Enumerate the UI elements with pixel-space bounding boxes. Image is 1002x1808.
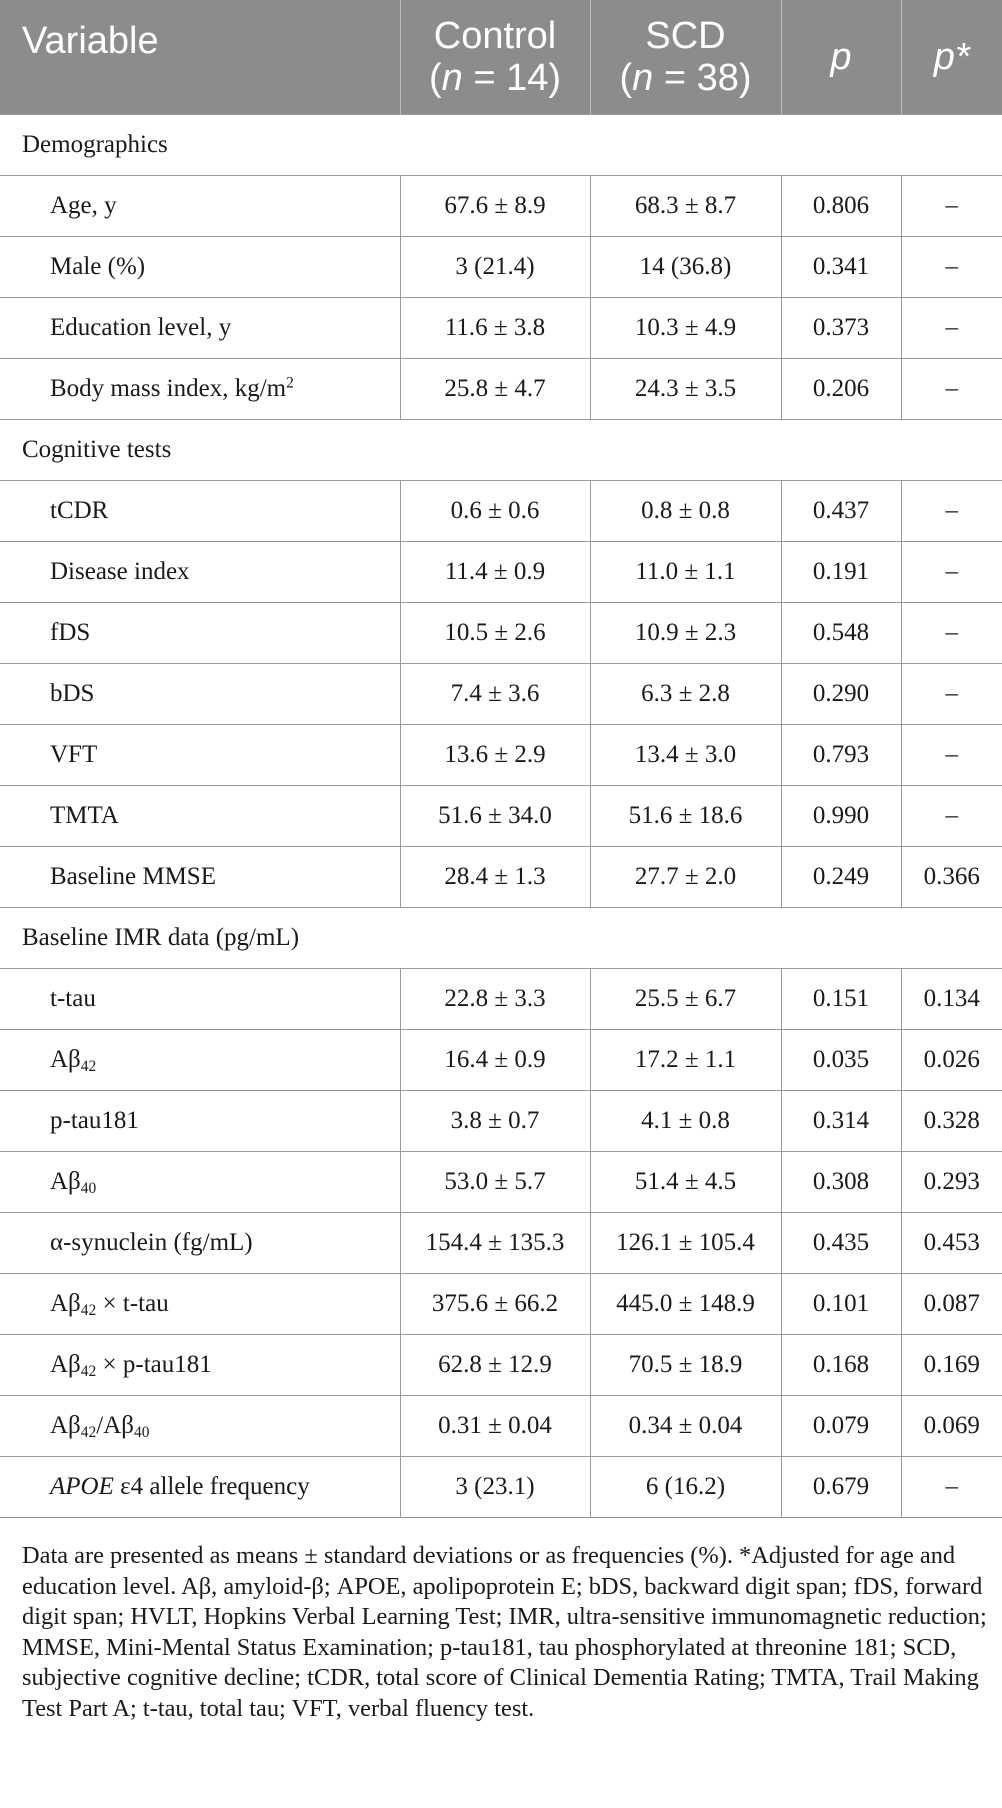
p-cell: 0.168 — [781, 1335, 901, 1396]
p-adjusted-cell: 0.087 — [901, 1274, 1002, 1335]
table-row — [0, 542, 1002, 603]
p-cell: 0.035 — [781, 1030, 901, 1091]
control-cell: 7.4 ± 3.6 — [400, 664, 590, 725]
control-cell: 3.8 ± 0.7 — [400, 1091, 590, 1152]
variable-cell — [0, 359, 400, 420]
p-cell: 0.373 — [781, 298, 901, 359]
scd-cell: 51.6 ± 18.6 — [590, 786, 781, 847]
p-cell: 0.314 — [781, 1091, 901, 1152]
control-cell: 53.0 ± 5.7 — [400, 1152, 590, 1213]
p-adjusted-cell: – — [901, 603, 1002, 664]
subscript: 42 — [80, 1423, 97, 1441]
scd-cell: 0.34 ± 0.04 — [590, 1396, 781, 1457]
table-row — [0, 1152, 1002, 1213]
table-row — [0, 1213, 1002, 1274]
scd-cell: 24.3 ± 3.5 — [590, 359, 781, 420]
table-row — [0, 1396, 1002, 1457]
p-cell: 0.249 — [781, 847, 901, 908]
control-cell: 67.6 ± 8.9 — [400, 176, 590, 237]
scd-cell: 4.1 ± 0.8 — [590, 1091, 781, 1152]
table-footnote: Data are presented as means ± standard deviations or as frequencies (%). *Adjusted for age and education level. Aβ, amyloid-β; APOE, apolipoprotein E; bDS, backward digit span; fDS, forward digit span; HVLT, Hopkins Verbal Learning Test; IMR, ultra-sensitive immunomagnetic reduction; MMSE, Mini-Mental Status Examination; p-tau181, tau phosphorylated at threonine 181; SCD, subjective cognitive decline; tCDR, total score of Clinical Dementia Rating; TMTA, Trail Making Test Part A; t-tau, total tau; VFT, verbal fluency test. — [22, 1542, 987, 1722]
table-row — [0, 1335, 1002, 1396]
control-cell: 62.8 ± 12.9 — [400, 1335, 590, 1396]
p-adjusted-cell: 0.026 — [901, 1030, 1002, 1091]
variable-label: Aβ — [50, 1046, 81, 1073]
p-adjusted-cell: 0.069 — [901, 1396, 1002, 1457]
p-adjusted-cell: – — [901, 298, 1002, 359]
scd-cell: 51.4 ± 4.5 — [590, 1152, 781, 1213]
table-row — [0, 1457, 1002, 1518]
p-adjusted-cell: 0.453 — [901, 1213, 1002, 1274]
table-row — [0, 237, 1002, 298]
control-cell: 375.6 ± 66.2 — [400, 1274, 590, 1335]
variable-cell: α-synuclein (fg/mL) — [0, 1213, 400, 1274]
variable-label: Aβ — [50, 1351, 81, 1378]
p-cell: 0.151 — [781, 969, 901, 1030]
p-cell: 0.101 — [781, 1274, 901, 1335]
section-row-demographics — [0, 115, 1002, 176]
header-scd — [590, 0, 781, 115]
control-cell: 0.6 ± 0.6 — [400, 481, 590, 542]
table-row — [0, 786, 1002, 847]
header-scd-n-prefix: ( — [619, 57, 633, 99]
variable-label: Body mass index, kg/m — [50, 375, 287, 402]
table-row — [0, 725, 1002, 786]
variable-cell: bDS — [0, 664, 400, 725]
p-adjusted-cell: – — [901, 725, 1002, 786]
table-row — [0, 603, 1002, 664]
scd-cell: 25.5 ± 6.7 — [590, 969, 781, 1030]
variable-cell: Male (%) — [0, 237, 400, 298]
p-adjusted-cell: – — [901, 786, 1002, 847]
p-adjusted-cell: – — [901, 664, 1002, 725]
scd-cell: 0.8 ± 0.8 — [590, 481, 781, 542]
control-cell: 154.4 ± 135.3 — [400, 1213, 590, 1274]
table-row — [0, 481, 1002, 542]
control-cell: 11.4 ± 0.9 — [400, 542, 590, 603]
table-row — [0, 298, 1002, 359]
p-cell: 0.793 — [781, 725, 901, 786]
p-adjusted-cell: 0.134 — [901, 969, 1002, 1030]
control-cell: 3 (21.4) — [400, 237, 590, 298]
variable-cell — [0, 1030, 400, 1091]
section-title: Demographics — [0, 115, 1002, 176]
variable-cell — [0, 1152, 400, 1213]
variable-cell — [0, 1274, 400, 1335]
header-p-text: p — [830, 36, 852, 78]
variable-label-suffix: × t-tau — [96, 1290, 169, 1317]
p-cell: 0.308 — [781, 1152, 901, 1213]
p-adjusted-cell: – — [901, 1457, 1002, 1518]
variable-cell: TMTA — [0, 786, 400, 847]
control-cell: 0.31 ± 0.04 — [400, 1396, 590, 1457]
p-cell: 0.341 — [781, 237, 901, 298]
control-cell: 28.4 ± 1.3 — [400, 847, 590, 908]
p-adjusted-cell: – — [901, 359, 1002, 420]
scd-cell: 6 (16.2) — [590, 1457, 781, 1518]
variable-cell: VFT — [0, 725, 400, 786]
p-cell: 0.990 — [781, 786, 901, 847]
variable-label: Aβ — [50, 1412, 81, 1439]
variable-label-suffix: /Aβ — [96, 1412, 135, 1439]
header-p-adjusted — [901, 0, 1002, 115]
p-adjusted-cell: – — [901, 237, 1002, 298]
variable-label-italic: APOE — [50, 1473, 114, 1500]
table-row — [0, 1274, 1002, 1335]
subscript: 42 — [80, 1362, 97, 1380]
section-title: Cognitive tests — [0, 420, 1002, 481]
control-cell: 13.6 ± 2.9 — [400, 725, 590, 786]
p-adjusted-cell: 0.366 — [901, 847, 1002, 908]
header-variable: Variable — [0, 0, 400, 115]
p-cell: 0.435 — [781, 1213, 901, 1274]
p-cell: 0.206 — [781, 359, 901, 420]
table-row — [0, 359, 1002, 420]
variable-label-suffix: ε4 allele frequency — [113, 1473, 310, 1500]
scd-cell: 17.2 ± 1.1 — [590, 1030, 781, 1091]
section-row-cognitive-tests — [0, 420, 1002, 481]
variable-cell: t-tau — [0, 969, 400, 1030]
header-control-label: Control — [433, 15, 557, 57]
p-adjusted-cell: – — [901, 481, 1002, 542]
control-cell: 51.6 ± 34.0 — [400, 786, 590, 847]
scd-cell: 10.3 ± 4.9 — [590, 298, 781, 359]
table-row — [0, 1091, 1002, 1152]
table-row — [0, 1030, 1002, 1091]
table-header — [0, 0, 1002, 115]
header-scd-n-suffix: = 38) — [653, 57, 752, 99]
p-adjusted-cell: 0.328 — [901, 1091, 1002, 1152]
scd-cell: 13.4 ± 3.0 — [590, 725, 781, 786]
header-control-n-prefix: ( — [428, 57, 442, 99]
header-control-n-var: n — [441, 57, 463, 99]
header-p-adjusted-text: p* — [933, 36, 970, 78]
table-row — [0, 847, 1002, 908]
control-cell: 22.8 ± 3.3 — [400, 969, 590, 1030]
scd-cell: 14 (36.8) — [590, 237, 781, 298]
p-cell: 0.679 — [781, 1457, 901, 1518]
scd-cell: 126.1 ± 105.4 — [590, 1213, 781, 1274]
p-cell: 0.806 — [781, 176, 901, 237]
control-cell: 11.6 ± 3.8 — [400, 298, 590, 359]
p-cell: 0.548 — [781, 603, 901, 664]
header-p — [781, 0, 901, 115]
variable-cell: tCDR — [0, 481, 400, 542]
control-cell: 16.4 ± 0.9 — [400, 1030, 590, 1091]
variable-cell: p-tau181 — [0, 1091, 400, 1152]
variable-label: Aβ — [50, 1168, 81, 1195]
subscript: 42 — [80, 1301, 97, 1319]
subscript: 40 — [80, 1179, 97, 1197]
superscript: 2 — [286, 374, 294, 392]
scd-cell: 6.3 ± 2.8 — [590, 664, 781, 725]
p-cell: 0.079 — [781, 1396, 901, 1457]
variable-cell — [0, 1396, 400, 1457]
variable-cell: Disease index — [0, 542, 400, 603]
table-row — [0, 664, 1002, 725]
section-row-imr — [0, 908, 1002, 969]
variable-cell: fDS — [0, 603, 400, 664]
variable-label-suffix: × p-tau181 — [96, 1351, 212, 1378]
scd-cell: 445.0 ± 148.9 — [590, 1274, 781, 1335]
header-scd-n-var: n — [632, 57, 654, 99]
p-adjusted-cell: – — [901, 176, 1002, 237]
scd-cell: 11.0 ± 1.1 — [590, 542, 781, 603]
control-cell: 3 (23.1) — [400, 1457, 590, 1518]
table-row — [0, 969, 1002, 1030]
scd-cell: 68.3 ± 8.7 — [590, 176, 781, 237]
p-adjusted-cell: 0.169 — [901, 1335, 1002, 1396]
p-cell: 0.437 — [781, 481, 901, 542]
scd-cell: 10.9 ± 2.3 — [590, 603, 781, 664]
variable-cell — [0, 1457, 400, 1518]
variable-cell: Education level, y — [0, 298, 400, 359]
scd-cell: 27.7 ± 2.0 — [590, 847, 781, 908]
variable-cell: Baseline MMSE — [0, 847, 400, 908]
p-adjusted-cell: 0.293 — [901, 1152, 1002, 1213]
variable-label: Aβ — [50, 1290, 81, 1317]
header-control-n-suffix: = 14) — [462, 57, 562, 99]
subscript: 42 — [80, 1057, 97, 1075]
table-row — [0, 176, 1002, 237]
control-cell: 10.5 ± 2.6 — [400, 603, 590, 664]
header-control — [400, 0, 590, 115]
scd-cell: 70.5 ± 18.9 — [590, 1335, 781, 1396]
header-scd-label: SCD — [645, 15, 726, 57]
variable-cell — [0, 1335, 400, 1396]
p-cell: 0.290 — [781, 664, 901, 725]
section-title: Baseline IMR data (pg/mL) — [0, 908, 1002, 969]
subscript: 40 — [134, 1423, 150, 1441]
p-adjusted-cell: – — [901, 542, 1002, 603]
variable-cell: Age, y — [0, 176, 400, 237]
control-cell: 25.8 ± 4.7 — [400, 359, 590, 420]
p-cell: 0.191 — [781, 542, 901, 603]
